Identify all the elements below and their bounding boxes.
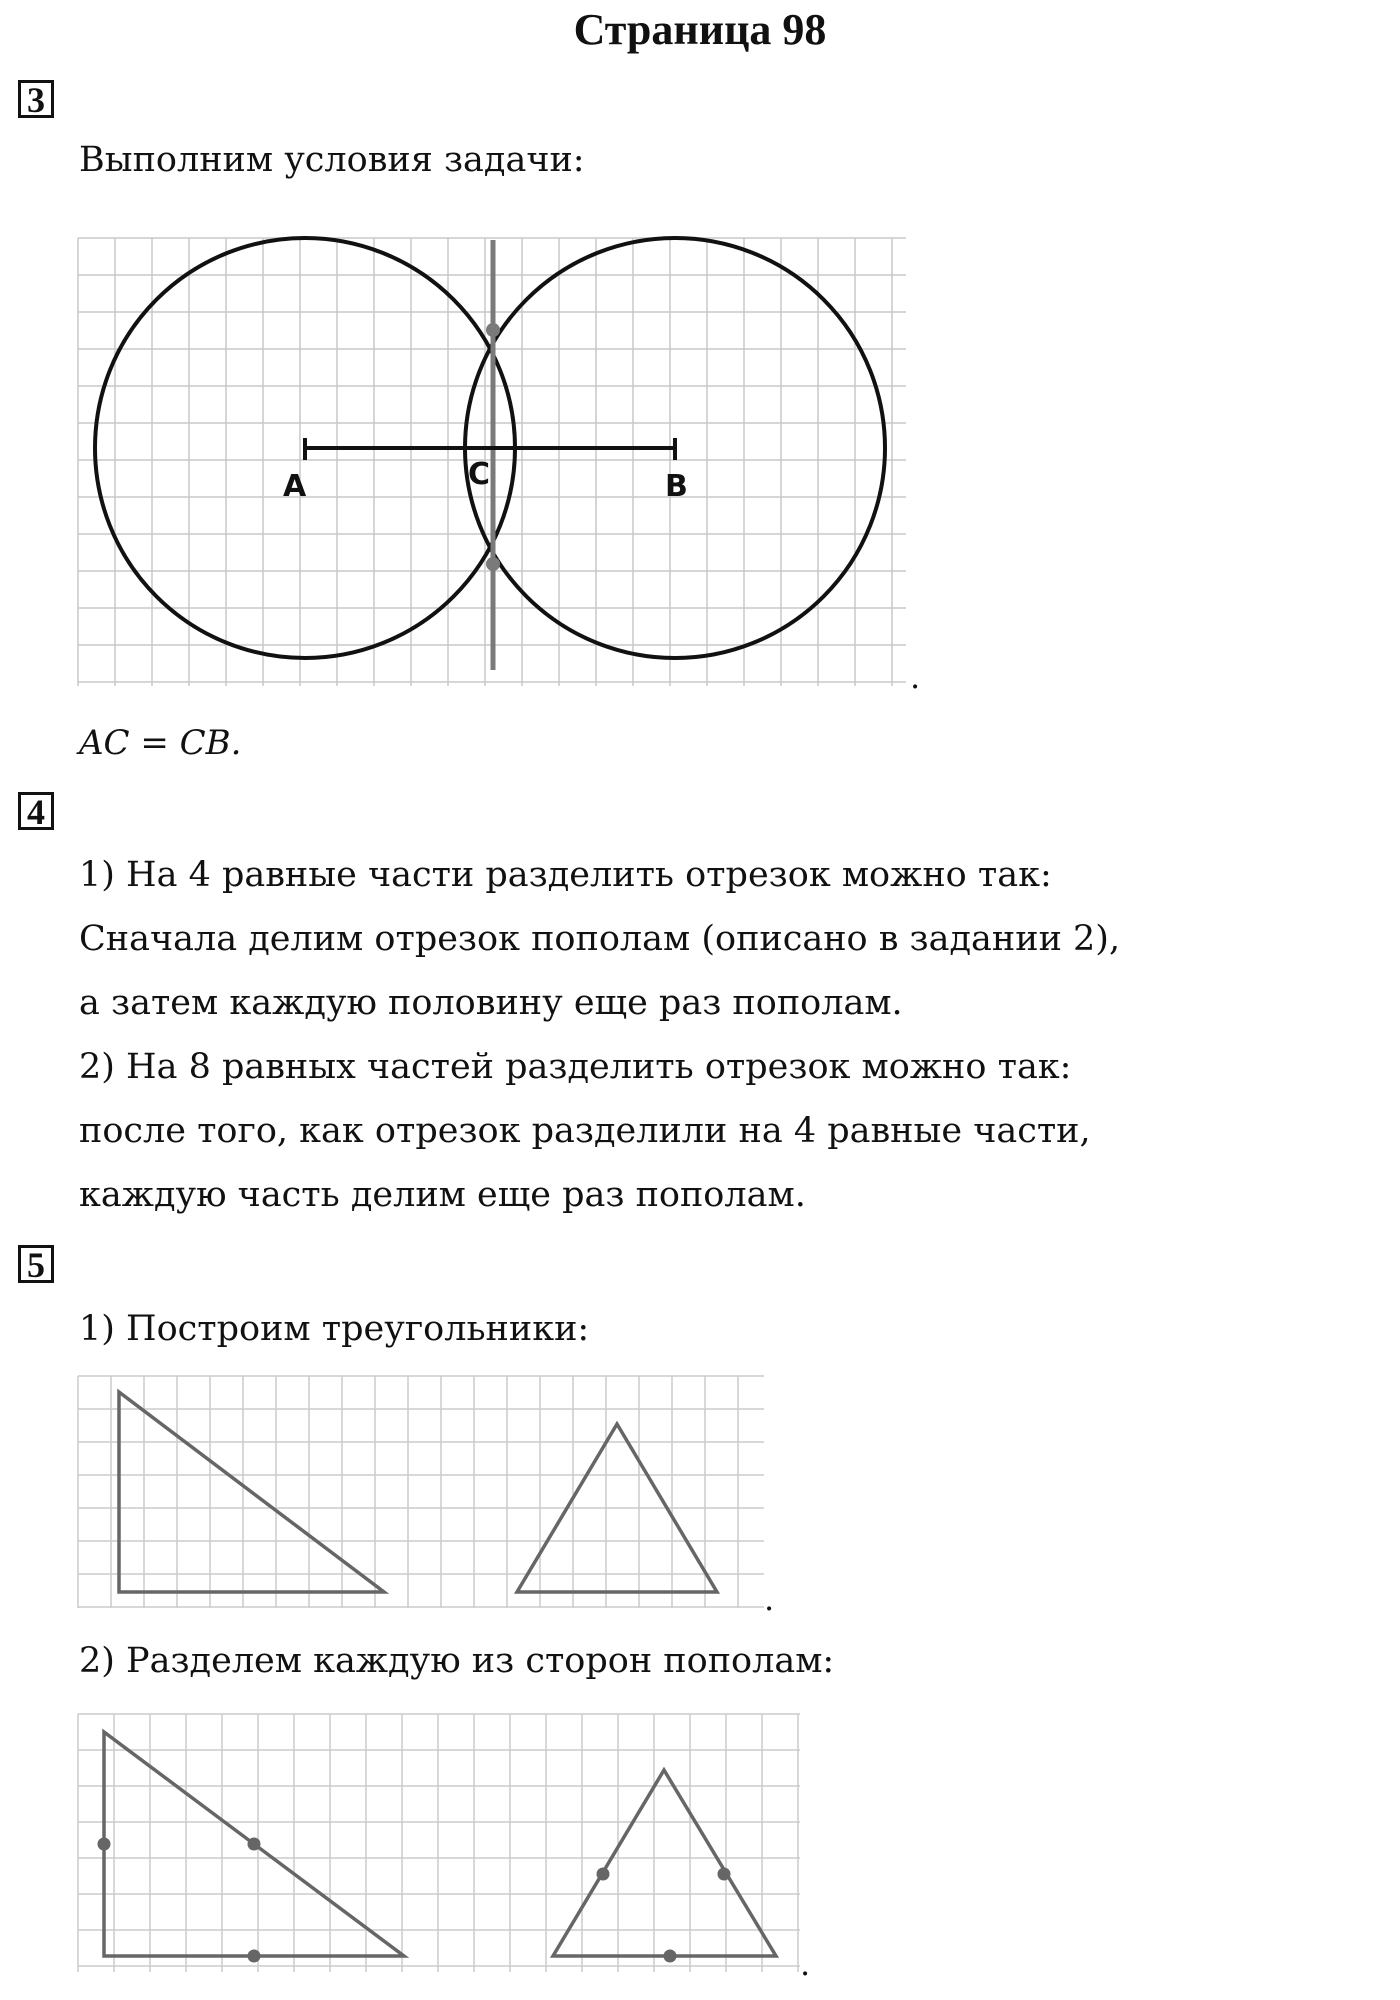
task-3-result: AC = CB. — [79, 723, 242, 763]
midpoint-right-side — [718, 1868, 731, 1881]
task-3-intro: Выполним условия задачи: — [79, 140, 585, 180]
isosceles-triangle-midpoints — [553, 1770, 776, 1956]
label-point-c: C — [468, 457, 491, 492]
label-point-a: A — [283, 469, 307, 504]
label-point-b: B — [665, 469, 688, 504]
midpoint-vertical-leg — [98, 1838, 111, 1851]
task-number-5: 5 — [18, 1245, 54, 1283]
midpoint-left-side — [597, 1868, 610, 1881]
task-number-4: 4 — [18, 792, 54, 830]
task-5-grid-2 — [78, 1714, 800, 1972]
figure-3-period: . — [910, 658, 921, 696]
midpoint-base-left — [248, 1950, 261, 1963]
task-4-line-4: 2) На 8 равных частей разделить отрезок можно так: — [79, 1047, 1072, 1087]
midpoint-hypotenuse — [248, 1838, 261, 1851]
task-4-line-2: Сначала делим отрезок пополам (описано в задании 2), — [79, 919, 1121, 959]
task-5-step-2: 2) Разделем каждую из сторон пополам: — [79, 1641, 835, 1681]
task-4-line-1: 1) На 4 равные части разделить отрезок можно так: — [79, 855, 1052, 895]
midpoint-base-right — [664, 1950, 677, 1963]
task-5-step-1: 1) Построим треугольники: — [79, 1309, 590, 1349]
figure-5-1-period: . — [764, 1580, 775, 1618]
page-title: Страница 98 — [573, 5, 827, 54]
task-number-3: 3 — [18, 80, 54, 118]
task-4-line-5: после того, как отрезок разделили на 4 равные части, — [79, 1111, 1091, 1151]
task-4-line-3: а затем каждую половину еще раз пополам. — [79, 983, 903, 1023]
task-4-line-6: каждую часть делим еще раз пополам. — [79, 1175, 806, 1215]
figure-5-2-period: . — [800, 1945, 811, 1983]
